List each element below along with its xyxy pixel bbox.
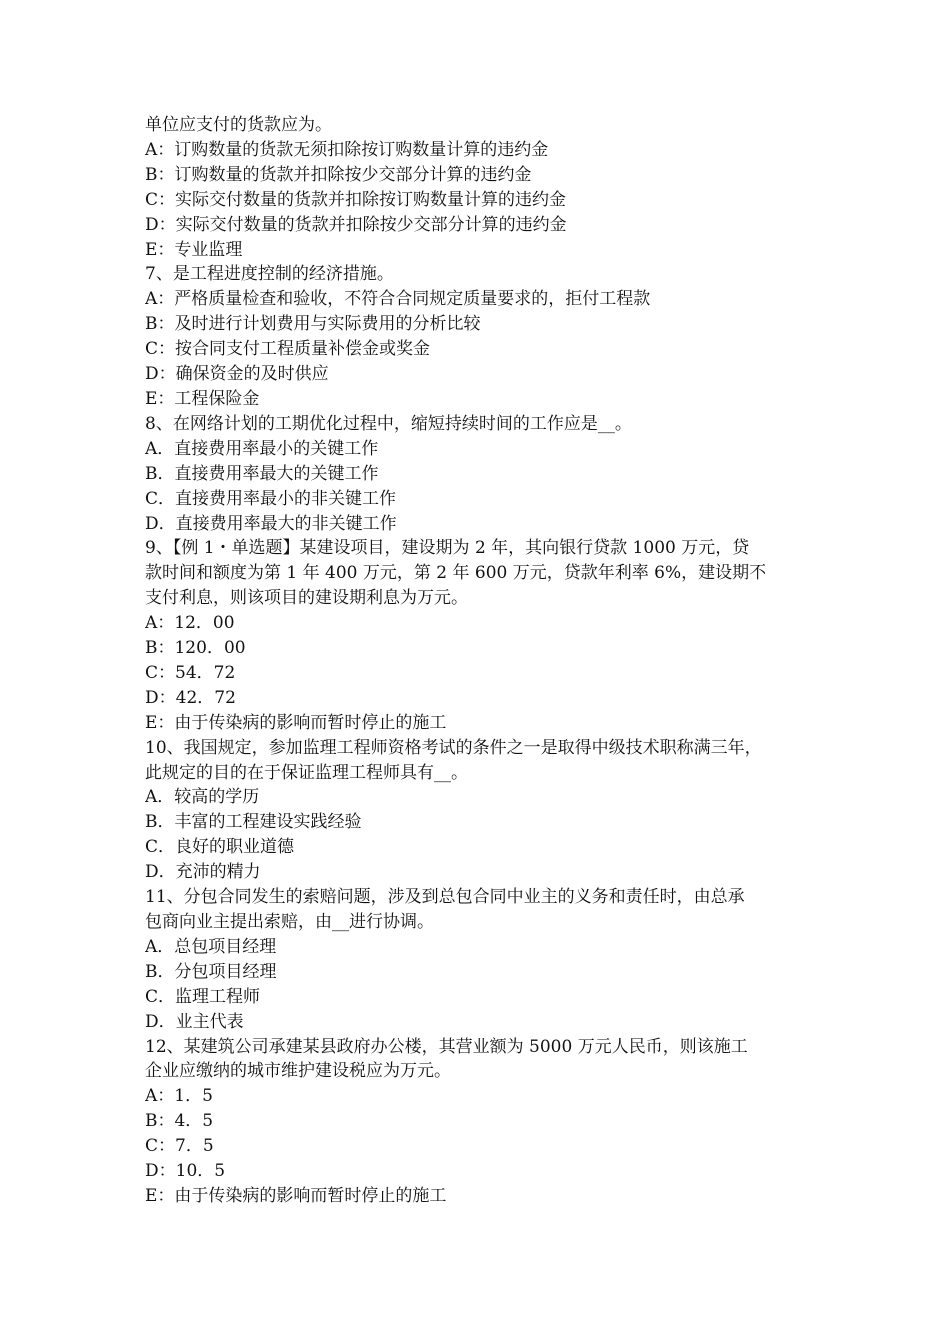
option-a: A：订购数量的货款无须扣除按订购数量计算的违约金	[145, 139, 549, 160]
option-b: B：120．00	[145, 638, 246, 659]
option-a: A：1．5	[145, 1086, 213, 1107]
option-c: C：按合同支付工程质量补偿金或奖金	[145, 339, 431, 360]
option-c: C：7．5	[145, 1136, 214, 1157]
option-a: A．直接费用率最小的关键工作	[145, 438, 379, 459]
option-b: B：订购数量的货款并扣除按少交部分计算的违约金	[145, 164, 532, 185]
question-11: 11、分包合同发生的索赔问题，涉及到总包合同中业主的义务和责任时，由总承	[145, 887, 745, 908]
option-c: C：54．72	[145, 662, 236, 683]
option-d: D．直接费用率最大的非关键工作	[145, 513, 397, 534]
question-9-cont: 款时间和额度为第 1 年 400 万元，第 2 年 600 万元，贷款年利率 6%，建设期不	[145, 563, 767, 584]
question-12-cont: 企业应缴纳的城市维护建设税应为万元。	[145, 1061, 451, 1082]
option-a: A．较高的学历	[145, 787, 260, 808]
question-12: 12、某建筑公司承建某县政府办公楼，其营业额为 5000 万元人民币，则该施工	[145, 1036, 748, 1057]
option-d: D．业主代表	[145, 1011, 244, 1032]
option-d: D：10．5	[145, 1161, 226, 1182]
option-d: D．充沛的精力	[145, 862, 261, 883]
option-b: B：4．5	[145, 1111, 214, 1132]
option-c: C：实际交付数量的货款并扣除按订购数量计算的违约金	[145, 189, 567, 210]
option-d: D：确保资金的及时供应	[145, 364, 329, 385]
question-9: 9、【例 1・单选题】某建设项目，建设期为 2 年，其向银行贷款 1000 万元，贷	[145, 538, 750, 559]
option-b: B．直接费用率最大的关键工作	[145, 463, 379, 484]
option-d: D：42．72	[145, 687, 236, 708]
option-c: C．良好的职业道德	[145, 837, 295, 858]
option-a: A．总包项目经理	[145, 936, 277, 957]
question-10: 10、我国规定，参加监理工程师资格考试的条件之一是取得中级技术职称满三年，	[145, 737, 762, 758]
question-11-cont: 包商向业主提出索赔，由__进行协调。	[145, 912, 434, 932]
option-e: E：专业监理	[145, 239, 243, 260]
option-d: D：实际交付数量的货款并扣除按少交部分计算的违约金	[145, 214, 567, 235]
document-page	[145, 113, 810, 1209]
question-7: 7、是工程进度控制的经济措施。	[145, 264, 394, 285]
option-e: E：由于传染病的影响而暂时停止的施工	[145, 712, 447, 733]
option-b: B．丰富的工程建设实践经验	[145, 812, 362, 833]
option-a: A：严格质量检查和验收，不符合合同规定质量要求的，拒付工程款	[145, 289, 651, 310]
text-line: 单位应支付的货款应为。	[145, 115, 332, 135]
option-e: E：由于传染病的影响而暂时停止的施工	[145, 1185, 447, 1206]
option-e: E：工程保险金	[145, 388, 260, 409]
question-8: 8、在网络计划的工期优化过程中，缩短持续时间的工作应是__。	[145, 413, 632, 434]
option-a: A：12．00	[145, 613, 235, 634]
option-c: C．直接费用率最小的非关键工作	[145, 488, 397, 509]
option-b: B．分包项目经理	[145, 961, 277, 982]
question-9-cont: 支付利息，则该项目的建设期利息为万元。	[145, 588, 468, 609]
question-10-cont: 此规定的目的在于保证监理工程师具有__。	[145, 762, 468, 783]
option-b: B：及时进行计划费用与实际费用的分析比较	[145, 314, 481, 335]
option-c: C．监理工程师	[145, 986, 261, 1007]
